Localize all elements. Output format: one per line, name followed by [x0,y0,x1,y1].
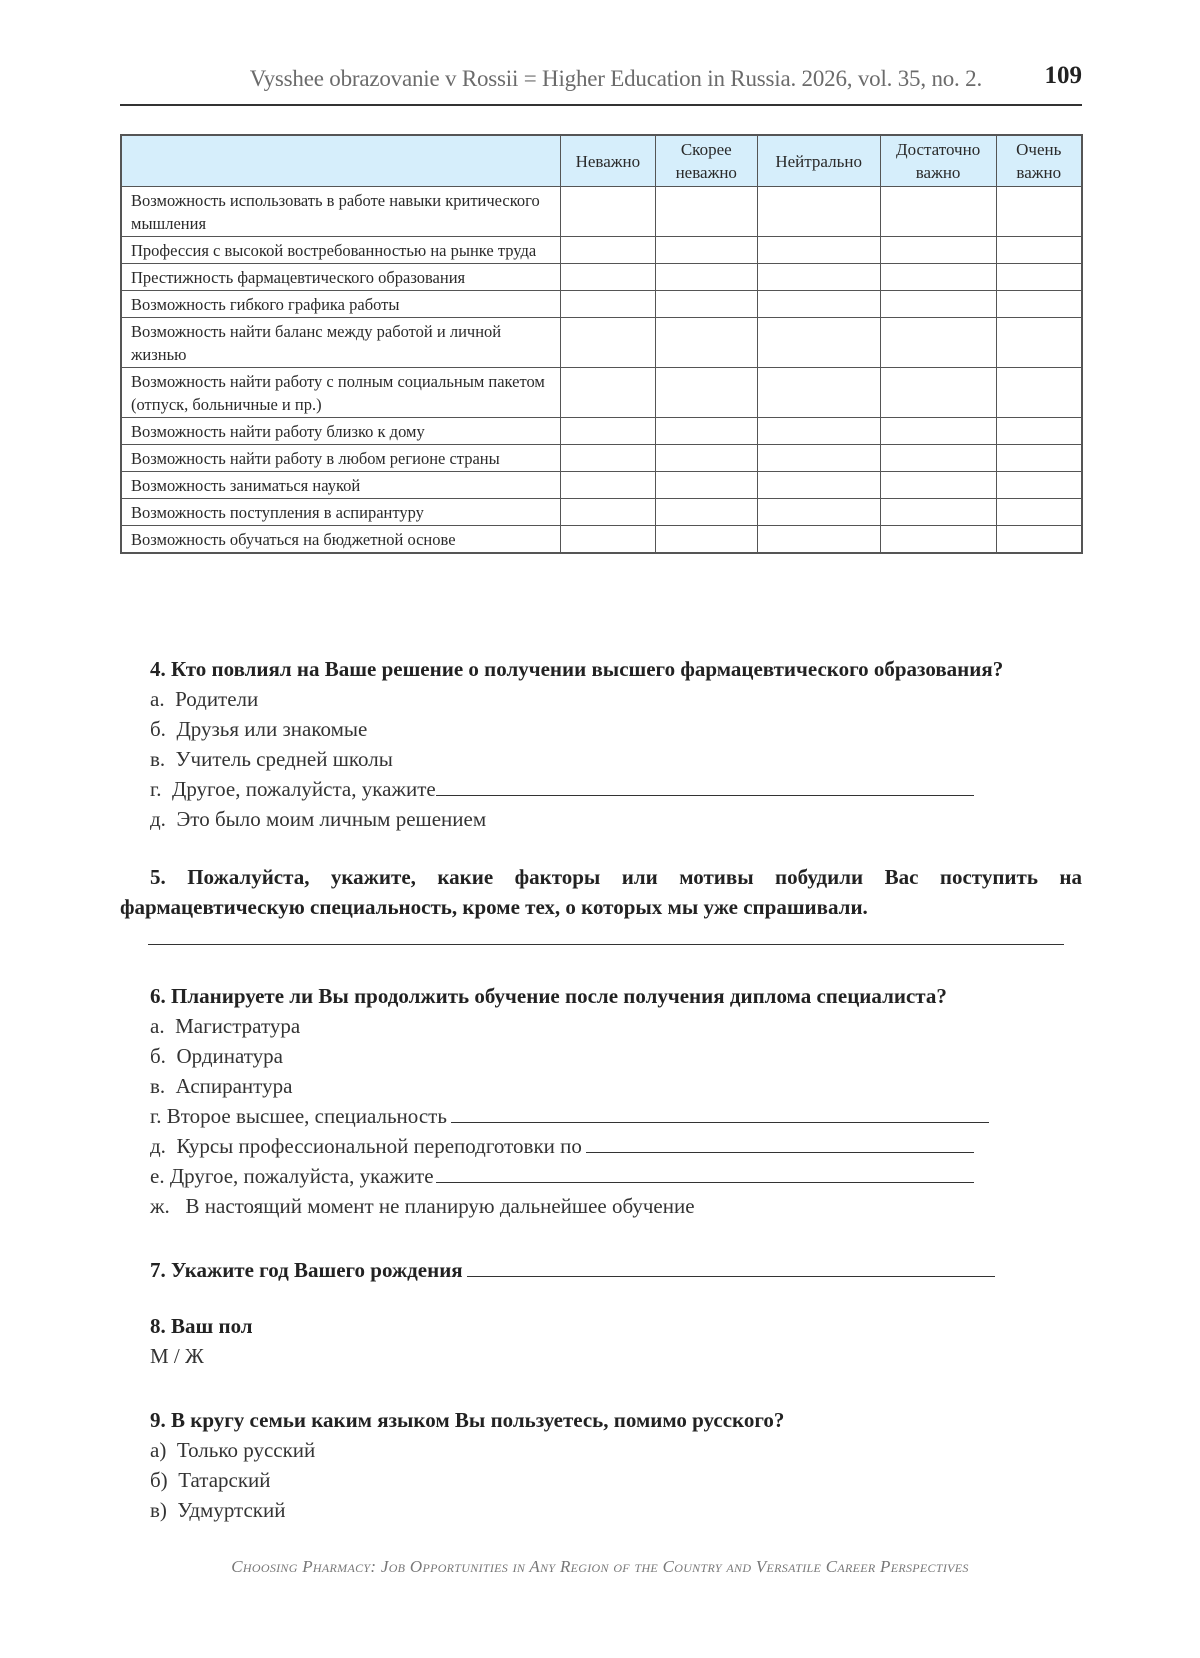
table-row [121,237,1082,264]
column-header-rather-not-important: Скорее неважно [655,135,757,187]
table-row [121,472,1082,499]
rating-cell[interactable] [880,318,996,368]
table-row [121,499,1082,526]
rating-cell[interactable] [560,445,655,472]
option-e-other[interactable]: е. Другое, пожалуйста, укажите [150,1161,989,1191]
rating-cell[interactable] [655,187,757,237]
gender-answer[interactable]: М / Ж [150,1344,204,1368]
rating-cell[interactable] [996,187,1082,237]
fill-in-blank[interactable] [436,775,974,796]
column-header-very-important: Очень важно [996,135,1082,187]
table-header-row [121,135,1082,187]
column-header-item [121,135,560,187]
birth-year-blank[interactable] [467,1256,995,1277]
question-7 [150,1255,995,1285]
rating-cell[interactable] [560,318,655,368]
table-row [121,445,1082,472]
rating-cell[interactable] [880,445,996,472]
row-label: Возможность использовать в работе навыки критического мышления [121,187,560,237]
row-label: Престижность фармацевтического образования [121,264,560,291]
rating-cell[interactable] [757,187,880,237]
table-row [121,318,1082,368]
rating-cell[interactable] [757,526,880,554]
question-title: 6. Планируете ли Вы продолжить обучение после получения диплома специалиста? [150,984,947,1008]
rating-cell[interactable] [655,237,757,264]
rating-cell[interactable] [757,291,880,318]
option-g-other[interactable]: г. Другое, пожалуйста, укажите [150,774,1003,804]
option-g[interactable]: г. Второе высшее, специальность [150,1101,989,1131]
table-row [121,368,1082,418]
option-zh[interactable]: ж. В настоящий момент не планирую дальнейшее обучение [150,1194,695,1218]
question-6 [150,981,989,1221]
question-4 [150,654,1003,834]
rating-cell[interactable] [655,264,757,291]
fill-in-blank[interactable] [436,1162,974,1183]
option-v[interactable]: в. Учитель средней школы [150,747,393,771]
rating-cell[interactable] [996,318,1082,368]
row-label: Профессия с высокой востребованностью на рынке труда [121,237,560,264]
rating-cell[interactable] [757,264,880,291]
rating-cell[interactable] [880,472,996,499]
page-number: 109 [1044,62,1082,89]
rating-cell[interactable] [757,368,880,418]
rating-cell[interactable] [757,472,880,499]
rating-cell[interactable] [757,499,880,526]
rating-cell[interactable] [880,499,996,526]
rating-cell[interactable] [757,237,880,264]
rating-cell[interactable] [880,264,996,291]
option-d[interactable]: д. Это было моим личным решением [150,807,487,831]
rating-cell[interactable] [655,472,757,499]
option-b[interactable]: б) Татарский [150,1468,271,1492]
row-label: Возможность найти баланс между работой и личной жизнью [121,318,560,368]
rating-cell[interactable] [655,499,757,526]
rating-cell[interactable] [757,318,880,368]
importance-rating-table [120,134,1083,554]
row-label: Возможность гибкого графика работы [121,291,560,318]
rating-cell[interactable] [560,264,655,291]
row-label: Возможность обучаться на бюджетной основе [121,526,560,554]
rating-cell[interactable] [996,237,1082,264]
row-label: Возможность найти работу в любом регионе страны [121,445,560,472]
option-v[interactable]: в) Удмуртский [150,1498,286,1522]
rating-cell[interactable] [880,187,996,237]
option-a[interactable]: а. Магистратура [150,1014,301,1038]
option-b[interactable]: б. Ординатура [150,1044,283,1068]
rating-cell[interactable] [757,418,880,445]
running-header [120,60,1082,106]
table-row [121,264,1082,291]
rating-cell[interactable] [996,472,1082,499]
table-row [121,418,1082,445]
running-footer-title: Choosing Pharmacy: Job Opportunities in Any Region of the Country and Versatile Career Perspectives [231,1557,969,1576]
column-header-fairly-important: Достаточно важно [880,135,996,187]
journal-citation: Vysshee obrazovanie v Rossii = Higher Education in Russia. 2026, vol. 35, no. 2. [249,66,982,91]
question-title: 4. Кто повлиял на Ваше решение о получении высшего фармацевтического образования? [150,657,1004,681]
rating-cell[interactable] [996,418,1082,445]
row-label: Возможность заниматься наукой [121,472,560,499]
option-b[interactable]: б. Друзья или знакомые [150,717,368,741]
question-title: 9. В кругу семьи каким языком Вы пользуетесь, помимо русского? [150,1408,785,1432]
rating-cell[interactable] [996,445,1082,472]
rating-cell[interactable] [560,499,655,526]
rating-cell[interactable] [560,187,655,237]
option-a[interactable]: а) Только русский [150,1438,316,1462]
question-title: 7. Укажите год Вашего рождения [150,1258,463,1282]
rating-cell[interactable] [996,368,1082,418]
rating-cell[interactable] [655,526,757,554]
rating-cell[interactable] [655,445,757,472]
rating-cell[interactable] [880,237,996,264]
rating-cell[interactable] [996,526,1082,554]
rating-cell[interactable] [880,368,996,418]
rating-cell[interactable] [655,291,757,318]
option-v[interactable]: в. Аспирантура [150,1074,293,1098]
rating-cell[interactable] [655,418,757,445]
rating-cell[interactable] [560,418,655,445]
rating-cell[interactable] [655,368,757,418]
rating-cell[interactable] [880,526,996,554]
rating-cell[interactable] [560,368,655,418]
question-8 [150,1311,253,1371]
fill-in-blank[interactable] [451,1102,989,1123]
rating-cell[interactable] [996,264,1082,291]
column-header-neutral: Нейтрально [757,135,880,187]
rating-cell[interactable] [757,445,880,472]
rating-cell[interactable] [560,291,655,318]
rating-cell[interactable] [996,291,1082,318]
option-a[interactable]: а. Родители [150,687,259,711]
rating-cell[interactable] [560,526,655,554]
question-title: 8. Ваш пол [150,1314,253,1338]
rating-cell[interactable] [880,291,996,318]
rating-cell[interactable] [880,418,996,445]
question-9 [150,1405,784,1525]
row-label: Возможность найти работу близко к дому [121,418,560,445]
column-header-not-important: Неважно [560,135,655,187]
rating-cell[interactable] [560,237,655,264]
fill-in-blank[interactable] [148,944,1064,945]
row-label: Возможность поступления в аспирантуру [121,499,560,526]
rating-cell[interactable] [996,499,1082,526]
table-row [121,187,1082,237]
table-row [121,291,1082,318]
option-d[interactable]: д. Курсы профессиональной переподготовки по [150,1131,989,1161]
fill-in-blank[interactable] [586,1132,974,1153]
row-label: Возможность найти работу с полным социальным пакетом (отпуск, больничные и пр.) [121,368,560,418]
rating-cell[interactable] [560,472,655,499]
rating-cell[interactable] [655,318,757,368]
question-5: 5. Пожалуйста, укажите, какие факторы или мотивы побудили Вас поступить на фармацевтическую специальность, кроме тех, о которых мы уже спрашивали. [120,865,1082,919]
table-row [121,526,1082,554]
